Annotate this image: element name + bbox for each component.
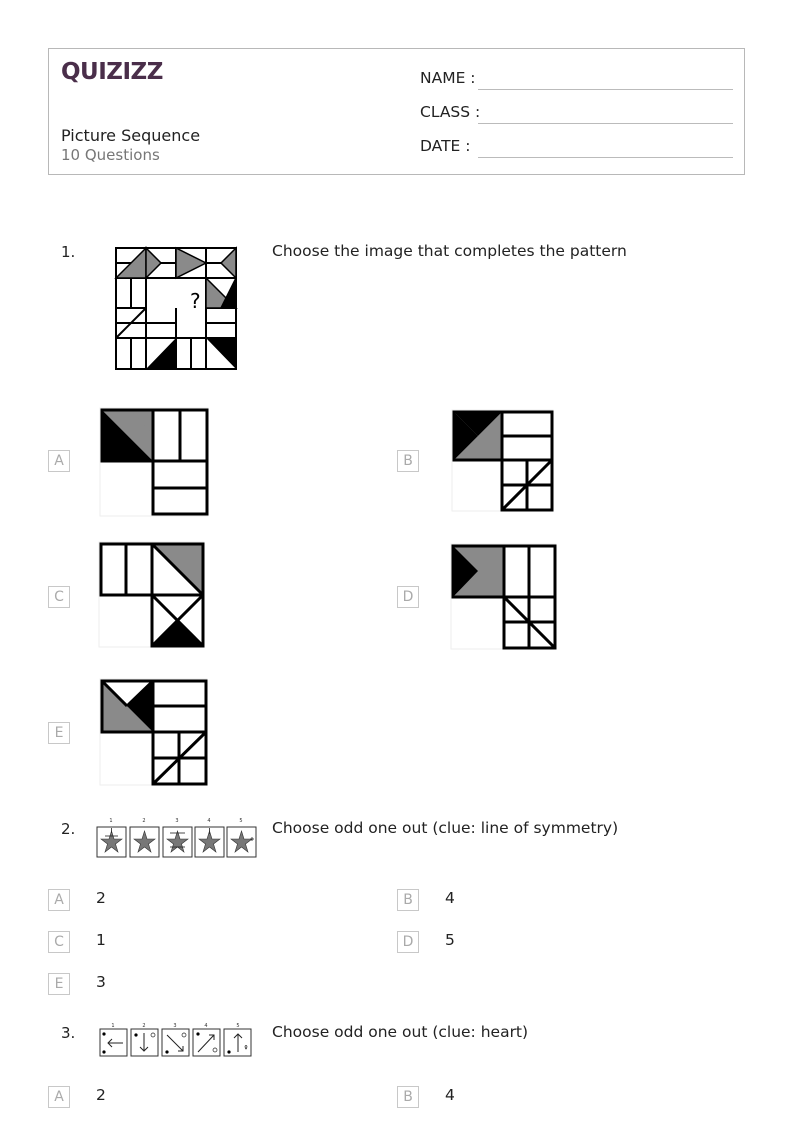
missing-piece-mark: ?: [190, 289, 201, 313]
question-1-text: Choose the image that completes the pattern: [272, 242, 627, 260]
question-1-option-a[interactable]: A: [48, 450, 70, 472]
strip-label-1: 1: [109, 818, 113, 824]
name-label: NAME :: [420, 69, 476, 87]
question-1-option-e[interactable]: E: [48, 722, 70, 744]
option-e-image: [100, 679, 209, 787]
question-1-number: 1.: [61, 243, 76, 261]
question-1-option-b[interactable]: B: [397, 450, 419, 472]
question-2-option-d[interactable]: D: [397, 931, 419, 953]
option-c-image: [99, 542, 206, 649]
question-3-text: Choose odd one out (clue: heart): [272, 1023, 529, 1041]
name-field[interactable]: [478, 89, 733, 90]
question-2-option-e-value: 3: [96, 973, 106, 991]
question-2-option-e[interactable]: E: [48, 973, 70, 995]
question-1-option-d[interactable]: D: [397, 586, 419, 608]
question-2-option-a[interactable]: A: [48, 889, 70, 911]
date-field[interactable]: [478, 157, 733, 158]
question-2-number: 2.: [61, 820, 76, 838]
class-field[interactable]: [478, 123, 733, 124]
question-2-option-a-value: 2: [96, 889, 106, 907]
question-2-text: Choose odd one out (clue: line of symmetry): [272, 819, 619, 837]
strip-label-2: 2: [142, 818, 146, 824]
question-2-star-strip: [96, 817, 258, 860]
class-label: CLASS :: [420, 103, 481, 121]
option-d-image: [451, 544, 558, 651]
question-3-arrow-strip: [98, 1022, 254, 1058]
strip-label-5: 5: [239, 818, 243, 824]
question-3-option-a-value: 2: [96, 1086, 106, 1104]
question-count: 10 Questions: [61, 146, 160, 164]
strip-label-3: 3: [175, 818, 179, 824]
question-3-option-b-value: 4: [445, 1086, 455, 1104]
question-3-option-a[interactable]: A: [48, 1086, 70, 1108]
question-1-pattern-image: [115, 247, 238, 371]
question-2-option-d-value: 5: [445, 931, 455, 949]
question-2-option-b-value: 4: [445, 889, 455, 907]
option-a-image: [100, 408, 210, 518]
worksheet-header: [48, 48, 745, 175]
date-label: DATE :: [420, 137, 471, 155]
question-2-option-c[interactable]: C: [48, 931, 70, 953]
strip-label-3: 3: [173, 1023, 177, 1029]
question-2-option-b[interactable]: B: [397, 889, 419, 911]
quizizz-logo: QUIZIZZ: [61, 59, 163, 85]
strip-label-1: 1: [111, 1023, 115, 1029]
question-3-number: 3.: [61, 1024, 76, 1042]
strip-label-5: 5: [236, 1023, 240, 1029]
option-b-image: [452, 410, 555, 513]
strip-label-2: 2: [142, 1023, 146, 1029]
question-2-option-c-value: 1: [96, 931, 106, 949]
strip-label-4: 4: [204, 1023, 208, 1029]
question-1-option-c[interactable]: C: [48, 586, 70, 608]
strip-label-4: 4: [207, 818, 211, 824]
question-3-option-b[interactable]: B: [397, 1086, 419, 1108]
worksheet-title: Picture Sequence: [61, 126, 201, 145]
